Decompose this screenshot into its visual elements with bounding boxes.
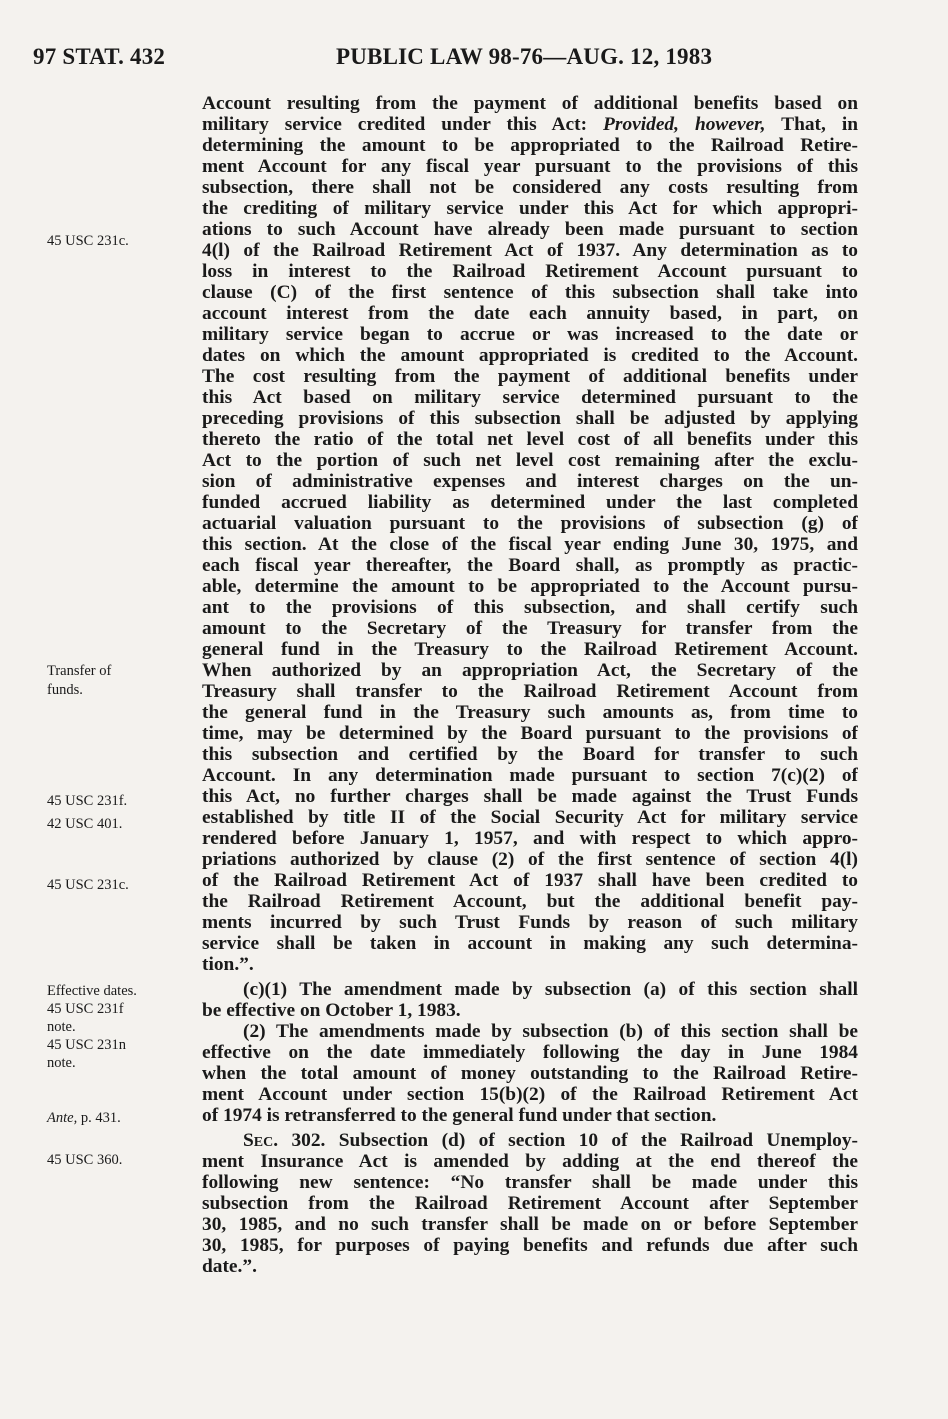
text-line: determining the amount to be appropriated to the Railroad Retire-: [202, 135, 858, 156]
margin-note: 45 USC 231n: [47, 1037, 126, 1053]
text-line: of 1974 is retransferred to the general fund under that section.: [202, 1105, 717, 1126]
text-line: loss in interest to the Railroad Retirement Account pursuant to: [202, 261, 858, 282]
text-line: preceding provisions of this subsection shall be adjusted by applying: [202, 408, 858, 429]
public-law-title: PUBLIC LAW 98-76—AUG. 12, 1983: [336, 44, 713, 69]
text-line: ant to the provisions of this subsection, and shall certify such: [202, 597, 858, 618]
text-line: date.”.: [202, 1256, 257, 1277]
text-line: this section. At the close of the fiscal year ending June 30, 1975, and: [202, 534, 858, 555]
text-line: ment Account under section 15(b)(2) of the Railroad Retirement Act: [202, 1084, 858, 1105]
margin-note: Transfer of: [47, 663, 112, 679]
text-line: (2) The amendments made by subsection (b) of this section shall be: [243, 1021, 858, 1042]
text-line: following new sentence: “No transfer shall be made under this: [202, 1172, 858, 1193]
text-line: this Act based on military service determined pursuant to the: [202, 387, 858, 408]
text-line: priations authorized by clause (2) of the first sentence of section 4(l): [202, 849, 858, 870]
text-line: the crediting of military service under this Act for which appropri-: [202, 198, 858, 219]
text-line: established by title II of the Social Security Act for military service: [202, 807, 858, 828]
margin-note: 45 USC 360.: [47, 1152, 123, 1168]
text-line: able, determine the amount to be appropriated to the Account pursu-: [202, 576, 858, 597]
text-line: this subsection and certified by the Board for transfer to such: [202, 744, 858, 765]
text-line: military service credited under this Act: Provided, however, That, in: [202, 114, 858, 135]
margin-note: funds.: [47, 682, 83, 698]
text-line: when the total amount of money outstanding to the Railroad Retire-: [202, 1063, 858, 1084]
text-line: ment Account for any fiscal year pursuant to the provisions of this: [202, 156, 858, 177]
text-line: funded accrued liability as determined under the last completed: [202, 492, 858, 513]
text-line: tion.”.: [202, 954, 254, 975]
text-line: 4(l) of the Railroad Retirement Act of 1937. Any determination as to: [202, 240, 858, 261]
text-line: be effective on October 1, 1983.: [202, 1000, 461, 1021]
page-header: [33, 44, 903, 74]
text-line: 30, 1985, and no such transfer shall be made on or before September: [202, 1214, 858, 1235]
margin-note: note.: [47, 1019, 76, 1035]
text-line: The cost resulting from the payment of additional benefits under: [202, 366, 858, 387]
text-line: each fiscal year thereafter, the Board shall, as promptly as practic-: [202, 555, 858, 576]
text-line: the general fund in the Treasury such amounts as, from time to: [202, 702, 858, 723]
text-line: sion of administrative expenses and interest charges on the un-: [202, 471, 858, 492]
margin-note: 45 USC 231f.: [47, 793, 128, 809]
margin-note: 42 USC 401.: [47, 816, 123, 832]
text-line: Account resulting from the payment of additional benefits based on: [202, 93, 858, 114]
statute-page-number: 97 STAT. 432: [33, 44, 166, 69]
text-line: subsection, there shall not be considered any costs resulting from: [202, 177, 858, 198]
text-line: ment Insurance Act is amended by adding at the end thereof the: [202, 1151, 858, 1172]
text-line: rendered before January 1, 1957, and with respect to which appro-: [202, 828, 858, 849]
text-line: account interest from the date each annuity based, in part, on: [202, 303, 858, 324]
margin-note: 45 USC 231f: [47, 1001, 124, 1017]
text-line: actuarial valuation pursuant to the provisions of subsection (g) of: [202, 513, 858, 534]
margin-note: note.: [47, 1055, 76, 1071]
margin-note: 45 USC 231c.: [47, 877, 129, 893]
text-line: dates on which the amount appropriated is credited to the Account.: [202, 345, 858, 366]
margin-note: 45 USC 231c.: [47, 233, 129, 249]
margin-note-ante: Ante, p. 431.: [47, 1110, 121, 1126]
text-line: the Railroad Retirement Account, but the additional benefit pay-: [202, 891, 858, 912]
text-line: time, may be determined by the Board pursuant to the provisions of: [202, 723, 858, 744]
text-line: 30, 1985, for purposes of paying benefits and refunds due after such: [202, 1235, 858, 1256]
text-line: subsection from the Railroad Retirement Account after September: [202, 1193, 858, 1214]
margin-note: Effective dates.: [47, 983, 137, 999]
text-line: clause (C) of the first sentence of this subsection shall take into: [202, 282, 858, 303]
text-line: thereto the ratio of the total net level cost of all benefits under this: [202, 429, 858, 450]
text-line: service shall be taken in account in making any such determina-: [202, 933, 858, 954]
text-line: Act to the portion of such net level cost remaining after the exclu-: [202, 450, 858, 471]
text-line: effective on the date immediately following the day in June 1984: [202, 1042, 858, 1063]
text-line: ments incurred by such Trust Funds by reason of such military: [202, 912, 858, 933]
text-line: military service began to accrue or was increased to the date or: [202, 324, 858, 345]
text-line: (c)(1) The amendment made by subsection (a) of this section shall: [243, 979, 858, 1000]
text-line: Treasury shall transfer to the Railroad Retirement Account from: [202, 681, 858, 702]
text-line: this Act, no further charges shall be made against the Trust Funds: [202, 786, 858, 807]
text-line: amount to the Secretary of the Treasury for transfer from the: [202, 618, 858, 639]
text-line: When authorized by an appropriation Act, the Secretary of the: [202, 660, 858, 681]
text-line: ations to such Account have already been made pursuant to section: [202, 219, 858, 240]
text-line: Account. In any determination made pursuant to section 7(c)(2) of: [202, 765, 858, 786]
text-line: Sec. 302. Subsection (d) of section 10 of the Railroad Unemploy-: [243, 1130, 858, 1151]
text-line: of the Railroad Retirement Act of 1937 shall have been credited to: [202, 870, 858, 891]
text-line: general fund in the Treasury to the Railroad Retirement Account.: [202, 639, 858, 660]
